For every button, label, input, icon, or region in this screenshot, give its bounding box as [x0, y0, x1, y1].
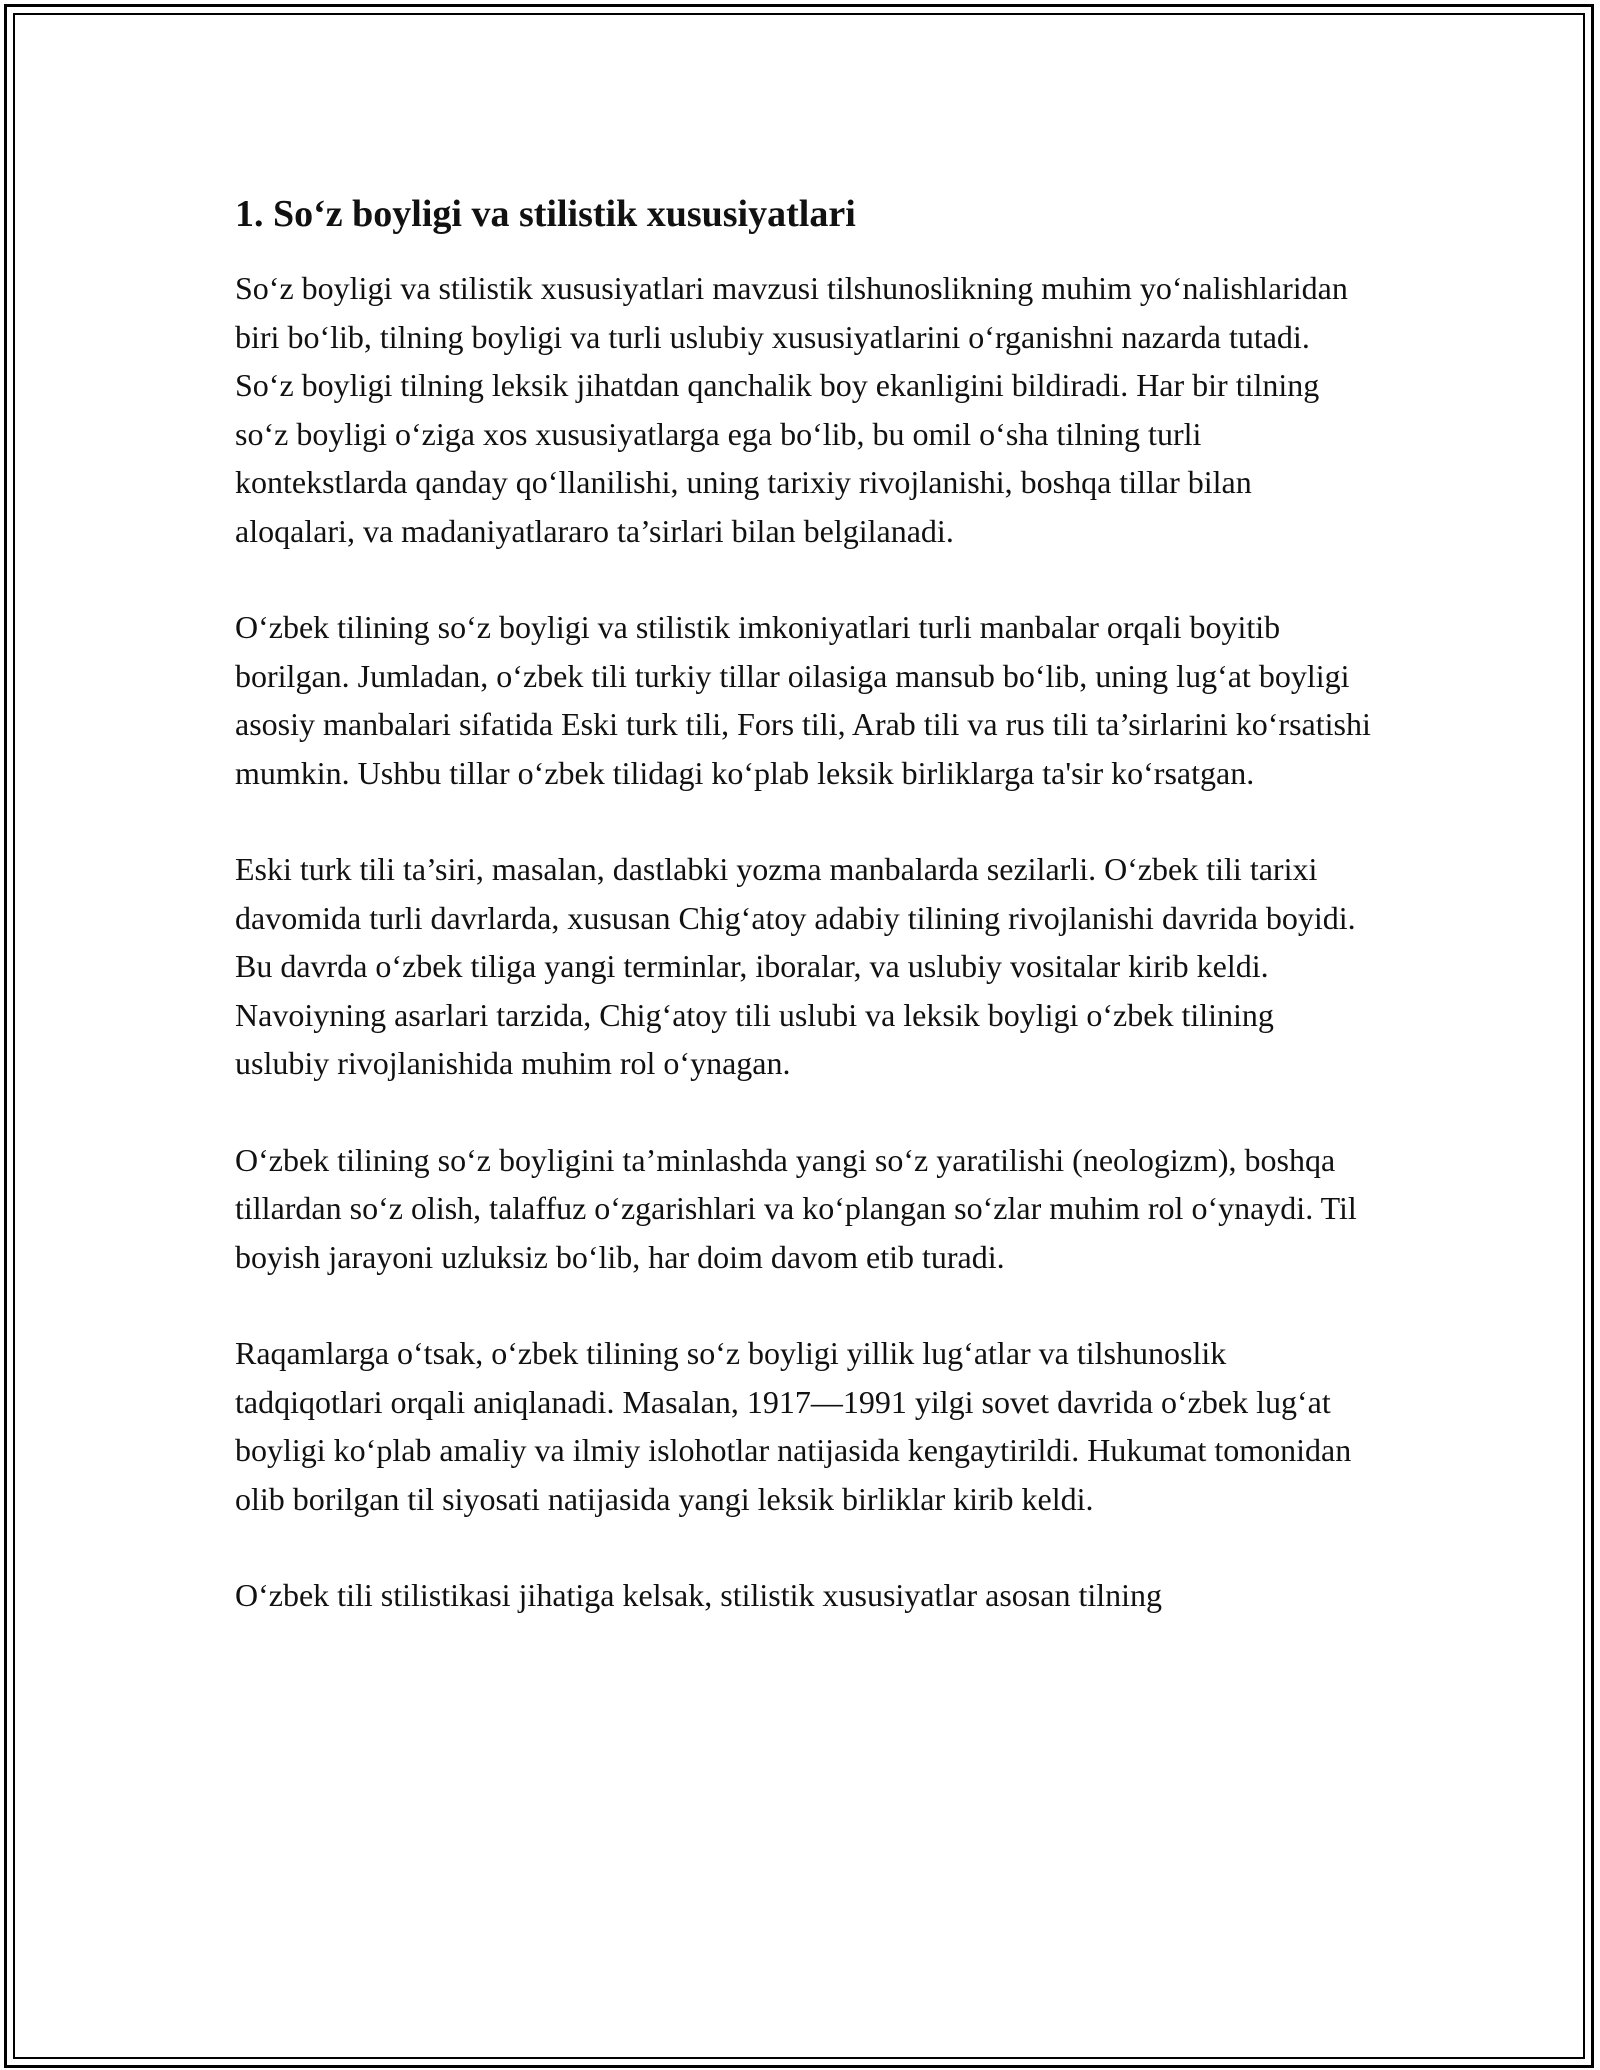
paragraph-1: So‘z boyligi va stilistik xususiyatlari mavzusi tilshunoslikning muhim yo‘nalishlaridan biri bo‘lib, tilning boyligi va turli uslubiy xususiyatlarini o‘rganishni nazarda tutadi. So‘z boyligi tilning leksik jihatdan qanchalik boy ekanligini bildiradi. Har bir tilning so‘z boyligi o‘ziga xos xususiyatlarga ega bo‘lib, bu omil o‘sha tilning turli kontekstlarda qanday qo‘llanilishi, uning tarixiy rivojlanishi, boshqa tillar bilan aloqalari, va madaniyatlararo ta’sirlari bilan belgilanadi. [235, 270, 1348, 549]
paragraph-3: Eski turk tili ta’siri, masalan, dastlabki yozma manbalarda sezilarli. O‘zbek tili tarixi davomida turli davrlarda, xususan Chig‘atoy adabiy tilining rivojlanishi davrida boyidi. Bu davrda o‘zbek tiliga yangi terminlar, iboralar, va uslubiy vositalar kirib keldi. Navoiyning asarlari tarzida, Chig‘atoy tili uslubi va leksik boyligi o‘zbek tilining uslubiy rivojlanishida muhim rol o‘ynagan. [235, 851, 1356, 1081]
paragraph-4: O‘zbek tilining so‘z boyligini ta’minlashda yangi so‘z yaratilishi (neologizm), boshqa tillardan so‘z olish, talaffuz o‘zgarishlari va ko‘plangan so‘zlar muhim rol o‘ynaydi. Til boyish jarayoni uzluksiz bo‘lib, har doim davom etib turadi. [235, 1141, 1357, 1275]
section-heading: 1. So‘z boyligi va stilistik xususiyatlari [235, 193, 856, 235]
paragraph-5: Raqamlarga o‘tsak, o‘zbek tilining so‘z boyligi yillik lug‘atlar va tilshunoslik tadqiqotlari orqali aniqlanadi. Masalan, 1917—1991 yilgi sovet davrida o‘zbek lug‘at boyligi ko‘plab amaliy va ilmiy islohotlar natijasida kengaytirildi. Hukumat tomonidan olib borilgan til siyosati natijasida yangi leksik birliklar kirib keldi. [235, 1335, 1352, 1517]
document-body [235, 190, 1375, 1668]
paragraph-6: O‘zbek tili stilistikasi jihatiga kelsak, stilistik xususiyatlar asosan tilning [235, 1577, 1163, 1613]
paragraph-2: O‘zbek tilining so‘z boyligi va stilistik imkoniyatlari turli manbalar orqali boyitib borilgan. Jumladan, o‘zbek tili turkiy tillar oilasiga mansub bo‘lib, uning lug‘at boyligi asosiy manbalari sifatida Eski turk tili, Fors tili, Arab tili va rus tili ta’sirlarini ko‘rsatishi mumkin. Ushbu tillar o‘zbek tilidagi ko‘plab leksik birliklarga ta'sir ko‘rsatgan. [235, 609, 1371, 791]
